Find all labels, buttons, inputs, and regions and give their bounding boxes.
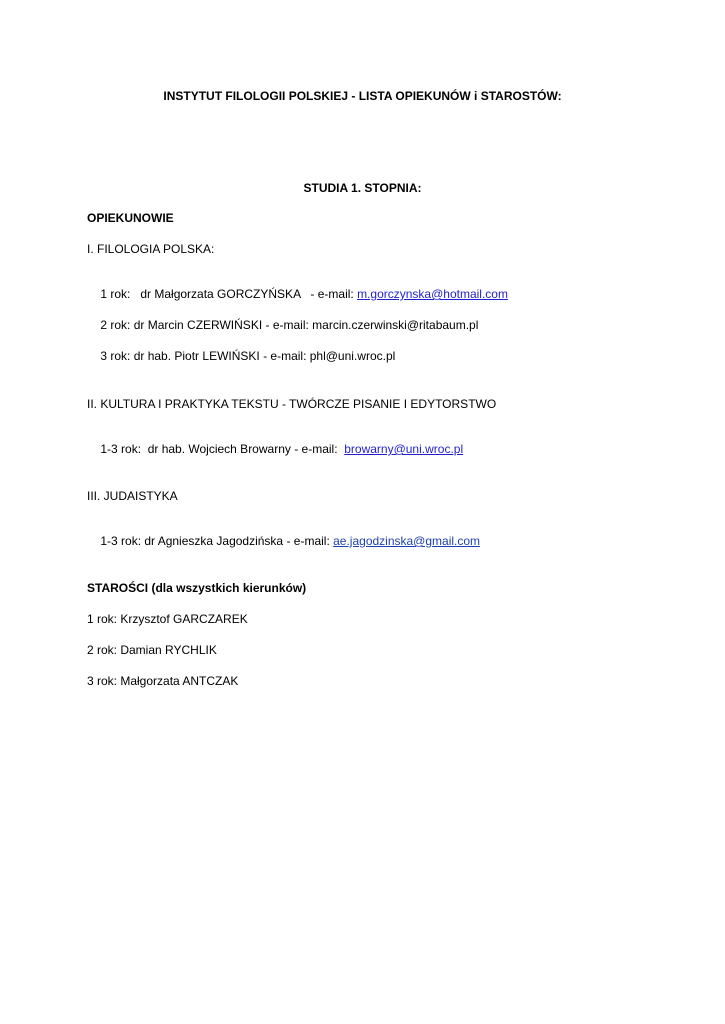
list-item: 3 rok: Małgorzata ANTCZAK: [87, 674, 239, 688]
section-heading: STUDIA 1. STOPNIA:: [303, 181, 422, 195]
list-item: 2 rok: Damian RYCHLIK: [87, 643, 217, 657]
list-item: [87, 520, 480, 562]
program-kultura-i-praktyka-tekstu: II. KULTURA I PRAKTYKA TEKSTU - TWÓRCZE PISANIE I EDYTORSTWO: [87, 397, 497, 411]
advisor-text: 3 rok: dr hab. Piotr LEWIŃSKI - e-mail: phl@uni.wroc.pl: [100, 349, 396, 363]
email-link[interactable]: m.gorczynska@hotmail.com: [357, 287, 508, 301]
starosci-heading: STAROŚCI (dla wszystkich kierunków): [87, 581, 307, 595]
advisor-text: 1-3 rok: dr Agnieszka Jagodzińska - e-mail:: [100, 534, 334, 548]
document-title: INSTYTUT FILOLOGII POLSKIEJ - LISTA OPIEKUNÓW i STAROSTÓW:: [163, 89, 562, 103]
list-item: [87, 428, 463, 470]
advisor-text: 1-3 rok: dr hab. Wojciech Browarny - e-mail:: [100, 442, 345, 456]
program-filologia-polska: I. FILOLOGIA POLSKA:: [87, 242, 215, 256]
email-link[interactable]: ae.jagodzinska@gmail.com: [333, 534, 481, 548]
opiekunowie-heading: OPIEKUNOWIE: [87, 211, 174, 225]
advisor-text: 2 rok: dr Marcin CZERWIŃSKI - e-mail: marcin.czerwinski@ritabaum.pl: [100, 318, 479, 332]
list-item: 1 rok: Krzysztof GARCZAREK: [87, 612, 248, 626]
email-link[interactable]: browarny@uni.wroc.pl: [344, 442, 464, 456]
program-judaistyka: III. JUDAISTYKA: [87, 489, 178, 503]
advisor-text: 1 rok: dr Małgorzata GORCZYŃSKA - e-mail:: [100, 287, 358, 301]
list-item: [87, 335, 395, 377]
